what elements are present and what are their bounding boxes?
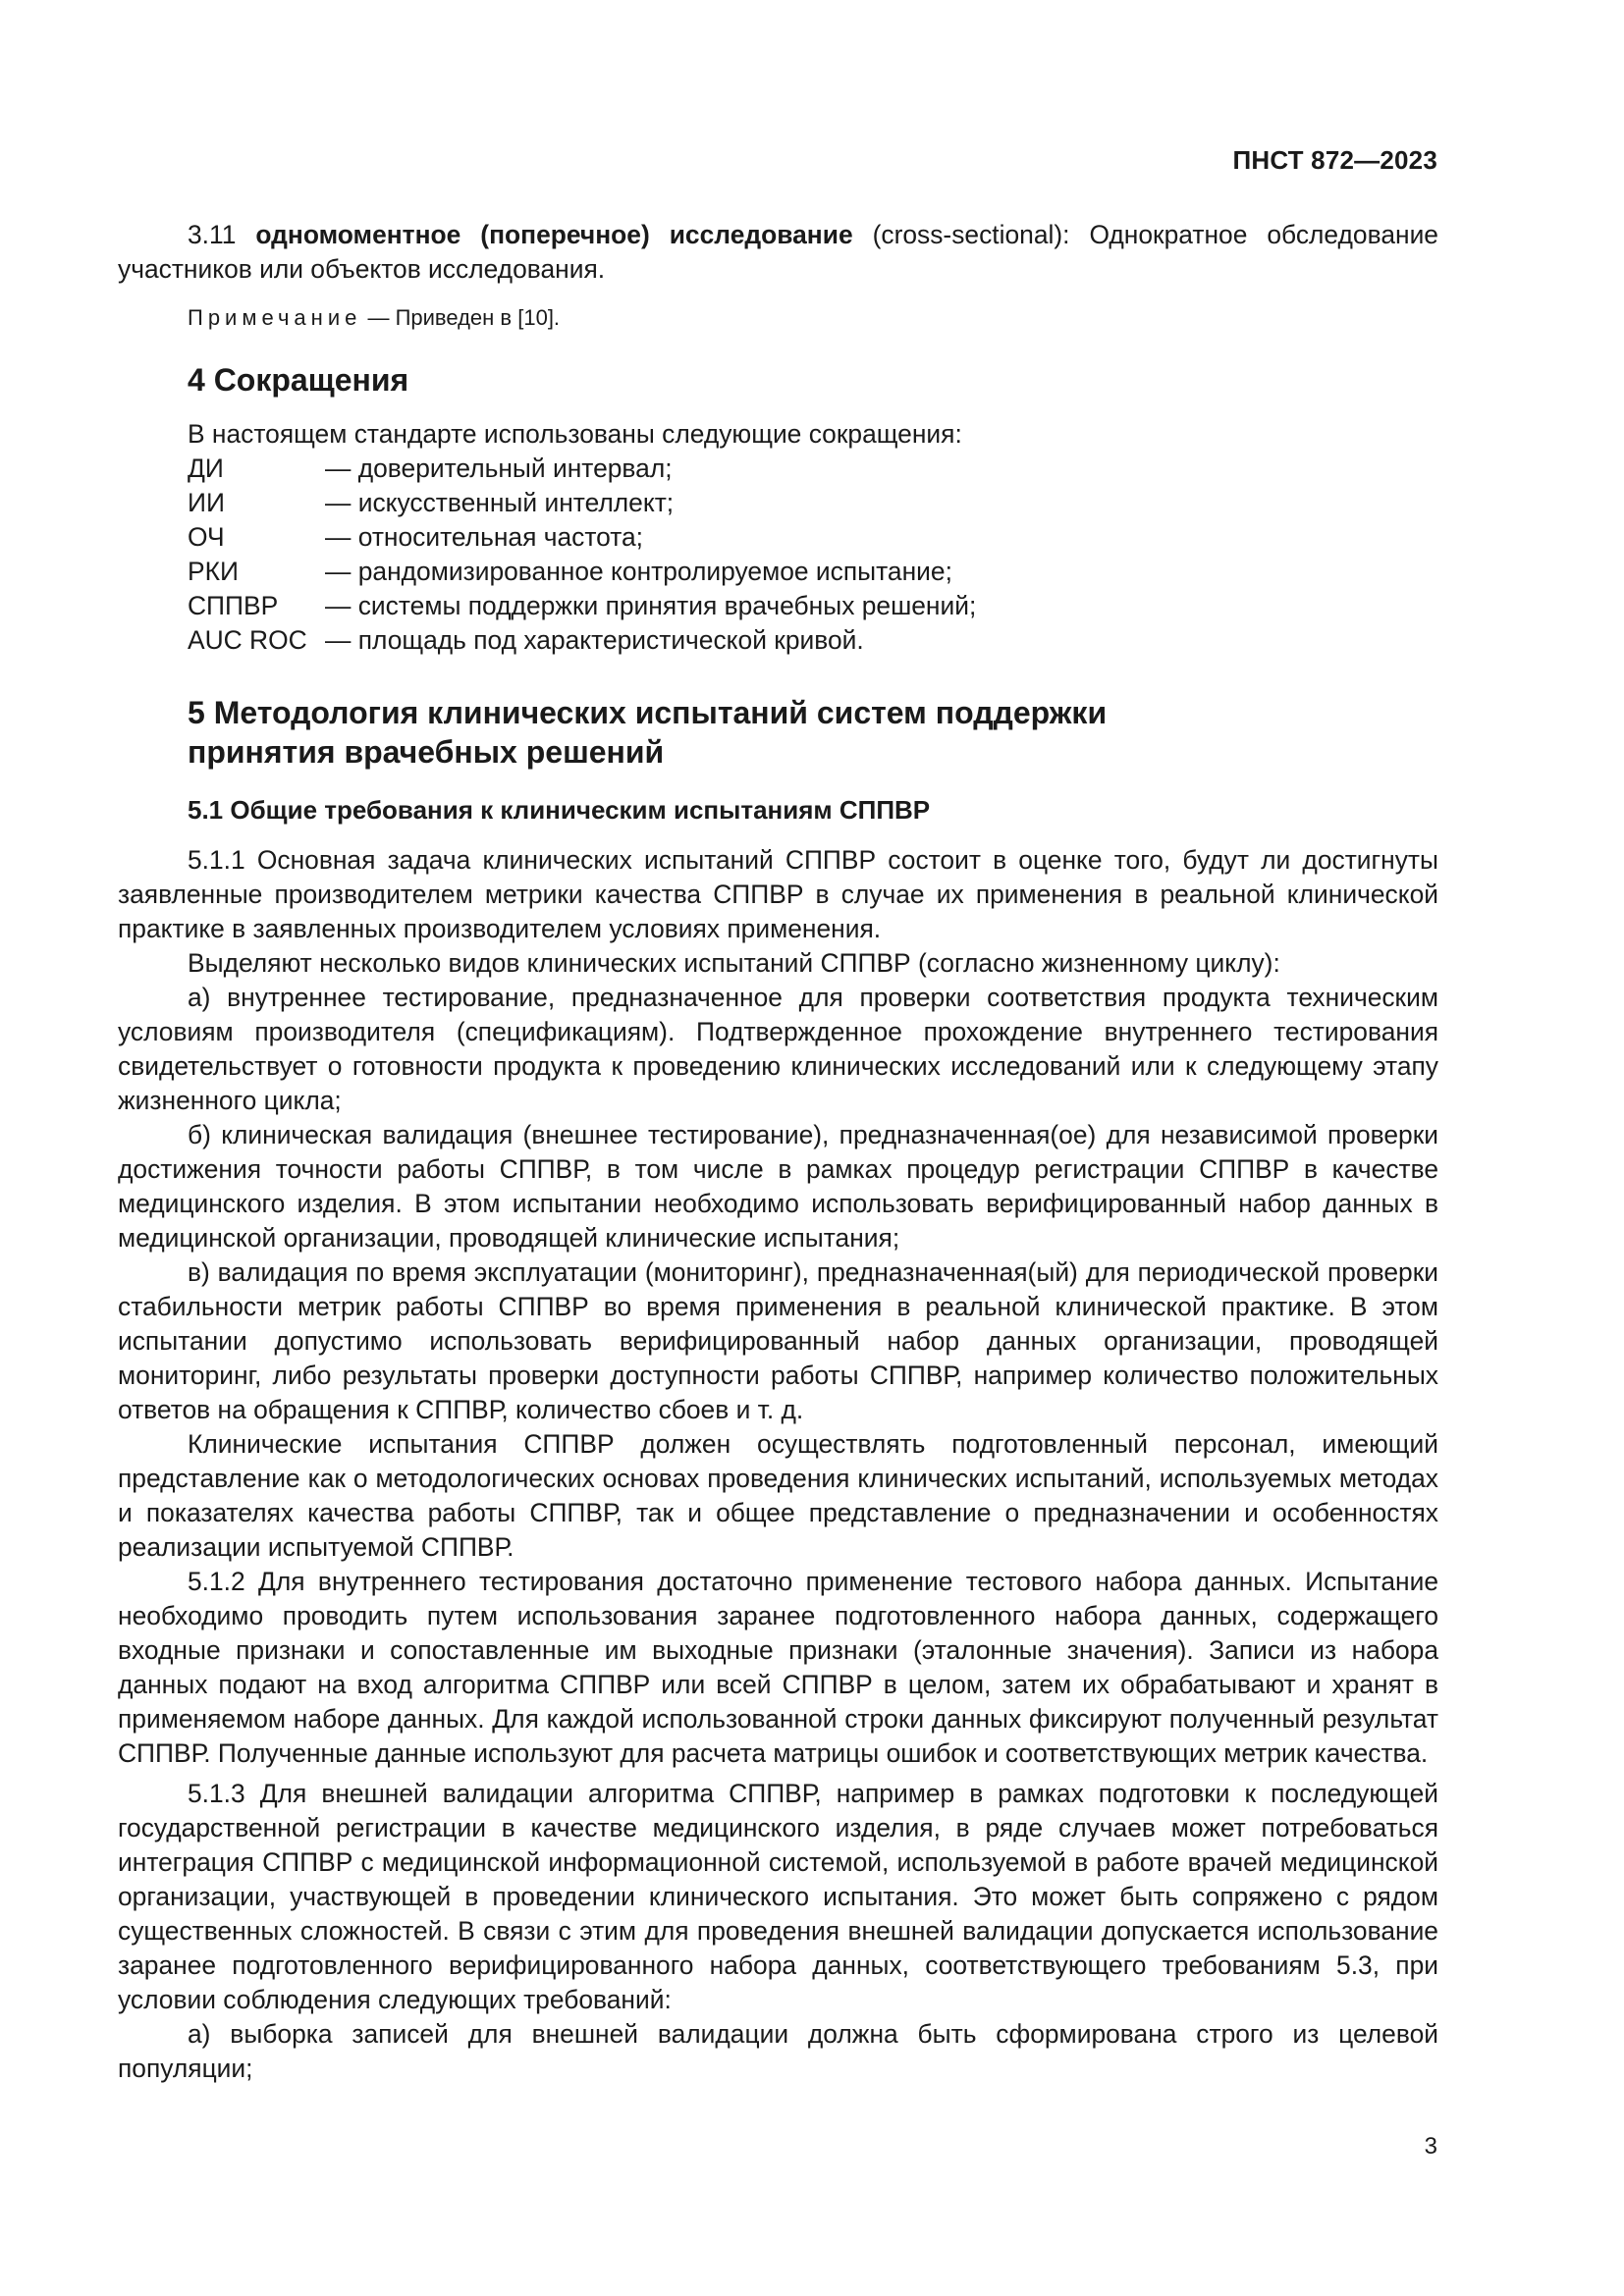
list-item-v: в) валидация по время эксплуатации (мониторинг), предназначенная(ый) для периодической проверки стабильности метрик работы СППВР во время применения в реальной клинической практике. В этом испытании допустимо использовать верифицированный набор данных организации, проводящей мониторинг, либо результаты проверки доступности работы СППВР, например количество положительных ответов на обращения к СППВР, количество сбоев и т. д. [118, 1257, 1438, 1424]
section-5-title-line-1: 5 Методология клинических испытаний систем поддержки [188, 695, 1108, 730]
abbr-term: РКИ [188, 557, 239, 586]
abbr-term: СППВР [188, 591, 279, 620]
section-5-title [118, 693, 1438, 772]
paragraph-5-1-2: 5.1.2 Для внутреннего тестирования достаточно применение тестового набора данных. Испытание необходимо проводить путем использования заранее подготовленного набора данных, содержащего входные признаки и сопоставленные им выходные признаки (эталонные значения). Записи из набора данных подают на вход алгоритма СППВР или всей СППВР в целом, затем их обрабатывают и хранят в применяемом наборе данных. Для каждой использованной строки данных фиксируют полученный результат СППВР. Полученные данные используют для расчета матрицы ошибок и соответствующих метрик качества. [118, 1567, 1438, 1768]
abbreviations-intro: В настоящем стандарте использованы следующие сокращения: [188, 419, 962, 449]
document-code: ПНСТ 872—2023 [1232, 145, 1437, 175]
note-label: Примечание [188, 305, 362, 330]
abbr-definition: — рандомизированное контролируемое испытание; [325, 557, 952, 586]
paragraph-kinds: Выделяют несколько видов клинических испытаний СППВР (согласно жизненному циклу): [188, 948, 1280, 978]
list-item [188, 623, 1438, 658]
abbr-term: ИИ [188, 488, 225, 517]
abbr-definition: — относительная частота; [325, 522, 644, 552]
abbr-definition: — системы поддержки принятия врачебных решений; [325, 591, 977, 620]
term-title: одномоментное (поперечное) исследование [255, 220, 853, 249]
term-definition: (cross-sectional): Однократное обследование участников или объектов исследования. [118, 220, 1438, 284]
list-item [188, 452, 1438, 486]
list-item [188, 520, 1438, 555]
term-3-11 [118, 218, 1438, 287]
section-4-title: 4 Сокращения [188, 362, 409, 398]
abbr-term: ОЧ [188, 522, 225, 552]
abbreviations-list [118, 452, 1438, 658]
abbr-definition: — площадь под характеристической кривой. [325, 625, 864, 655]
page-content [118, 218, 1438, 2086]
list-item-a-2: а) выборка записей для внешней валидации должна быть сформирована строго из целевой популяции; [118, 2019, 1438, 2083]
list-item-a: а) внутреннее тестирование, предназначенное для проверки соответствия продукта техническим условиям производителя (спецификациям). Подтвержденное прохождение внутреннего тестирования свидетельствует о готовности продукта к проведению клинических исследований или к следующему этапу жизненного цикла; [118, 983, 1438, 1115]
abbr-term: ДИ [188, 454, 224, 483]
abbr-definition: — доверительный интервал; [325, 454, 673, 483]
note-text: — Приведен в [10]. [361, 305, 561, 330]
list-item [188, 555, 1438, 589]
section-5-title-line-2: принятия врачебных решений [188, 734, 665, 770]
note [118, 300, 1438, 335]
paragraph-staff: Клинические испытания СППВР должен осуществлять подготовленный персонал, имеющий представление как о методологических основах проведения клинических испытаний, используемых методах и показателях качества работы СППВР, так и общее представление о предназначении и особенностях реализации испытуемой СППВР. [118, 1429, 1438, 1562]
page-number: 3 [1424, 2133, 1437, 2160]
abbr-definition: — искусственный интеллект; [325, 488, 675, 517]
term-number: 3.11 [188, 220, 237, 249]
paragraph-5-1-1: 5.1.1 Основная задача клинических испытаний СППВР состоит в оценке того, будут ли достигнуты заявленные производителем метрики качества СППВР в случае их применения в реальной клинической практике в заявленных производителем условиях применения. [118, 845, 1438, 943]
paragraph-5-1-3: 5.1.3 Для внешней валидации алгоритма СППВР, например в рамках подготовки к последующей государственной регистрации в качестве медицинского изделия, в ряде случаев может потребоваться интеграция СППВР с медицинской информационной системой, используемой в работе врачей медицинской организации, участвующей в проведении клинического испытания. Это может быть сопряжено с рядом существенных сложностей. В связи с этим для проведения внешней валидации допускается использование заранее подготовленного верифицированного набора данных, соответствующего требованиям 5.3, при условии соблюдения следующих требований: [118, 1779, 1438, 2014]
list-item [188, 486, 1438, 520]
list-item [188, 589, 1438, 623]
abbr-term: AUC ROC [188, 625, 307, 655]
subsection-5-1-title: 5.1 Общие требования к клиническим испытаниям СППВР [188, 795, 931, 825]
list-item-b: б) клиническая валидация (внешнее тестирование), предназначенная(ое) для независимой проверки достижения точности работы СППВР, в том числе в рамках процедур регистрации СППВР в качестве медицинского изделия. В этом испытании необходимо использовать верифицированный набор данных в медицинской организации, проводящей клинические испытания; [118, 1120, 1438, 1253]
